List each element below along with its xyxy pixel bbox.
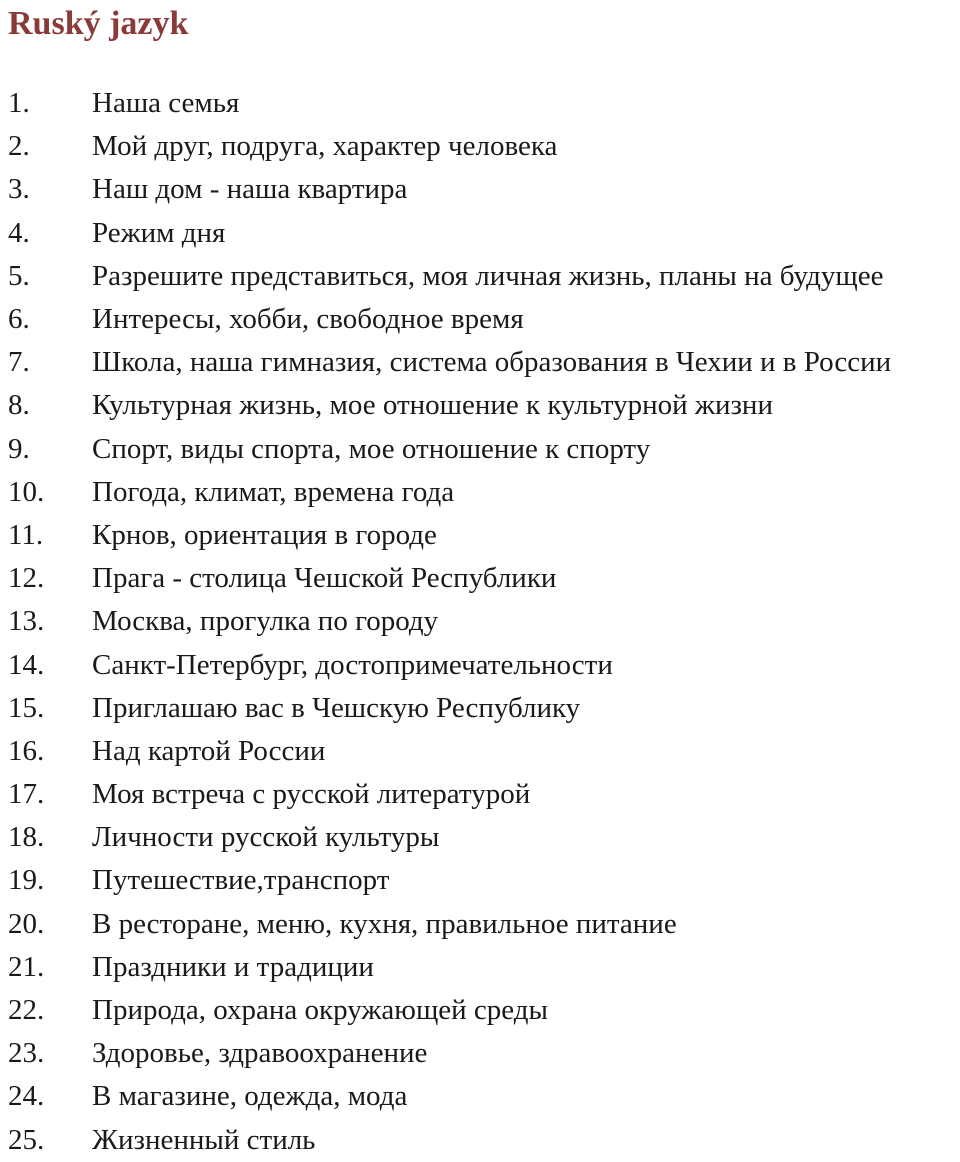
topic-item-25 [0,1119,960,1162]
topic-number: 6. [8,303,30,336]
topic-text: Мой друг, подруга, характер человека [92,130,558,163]
topic-number: 14. [8,648,45,681]
topic-number: 3. [8,173,30,206]
topic-text: Природа, охрана окружающей среды [92,994,549,1027]
topic-item-18 [0,816,960,859]
topic-item-4 [0,212,960,255]
topic-text: Личности русской культуры [92,821,440,854]
topic-number: 19. [8,864,45,897]
topic-item-5 [0,255,960,298]
topic-text: Наша семья [92,87,240,120]
topic-text: Крнов, ориентация в городе [92,518,437,551]
topic-item-2 [0,125,960,168]
topic-number: 11. [8,518,44,551]
topic-text: Путешествие,транспорт [92,864,390,897]
topic-item-6 [0,298,960,341]
topic-item-13 [0,600,960,643]
topic-list [0,82,960,1162]
topic-item-9 [0,428,960,471]
topic-item-7 [0,341,960,384]
topic-text: Моя встреча с русской литературой [92,778,531,811]
topic-item-16 [0,730,960,773]
topic-item-17 [0,773,960,816]
topic-number: 15. [8,691,45,724]
topic-text: В магазине, одежда, мода [92,1080,408,1113]
topic-item-20 [0,903,960,946]
topic-text: Школа, наша гимназия, система образования в Чехии и в России [92,346,892,379]
topic-number: 24. [8,1080,45,1113]
topic-text: Спорт, виды спорта, мое отношение к спорту [92,432,651,465]
topic-number: 21. [8,950,45,983]
topic-item-15 [0,687,960,730]
topic-item-1 [0,82,960,125]
topic-text: В ресторане, меню, кухня, правильное питание [92,907,677,940]
topic-number: 22. [8,994,45,1027]
topic-number: 10. [8,475,45,508]
topic-number: 20. [8,907,45,940]
topic-item-11 [0,514,960,557]
page-title: Ruský jazyk [8,5,189,42]
topic-text: Режим дня [92,216,226,249]
topic-text: Москва, прогулка по городу [92,605,439,638]
topic-item-8 [0,384,960,427]
topic-item-14 [0,643,960,686]
topic-number: 13. [8,605,45,638]
topic-item-12 [0,557,960,600]
topic-text: Наш дом - наша квартира [92,173,408,206]
topic-item-21 [0,946,960,989]
topic-number: 2. [8,130,30,163]
topic-text: Прага - столица Чешской Республики [92,562,557,595]
topic-text: Санкт-Петербург, достопримечательности [92,648,613,681]
topic-text: Праздники и традиции [92,950,374,983]
topic-item-10 [0,471,960,514]
topic-item-3 [0,168,960,211]
topic-number: 12. [8,562,45,595]
topic-text: Приглашаю вас в Чешскую Республику [92,691,581,724]
topic-number: 23. [8,1037,45,1070]
topic-text: Над картой России [92,734,326,767]
topic-text: Разрешите представиться, моя личная жизнь, планы на будущее [92,259,884,292]
topic-item-22 [0,989,960,1032]
topic-number: 18. [8,821,45,854]
topic-number: 25. [8,1123,45,1156]
topic-number: 9. [8,432,30,465]
topic-item-23 [0,1032,960,1075]
topic-number: 17. [8,778,45,811]
topic-item-24 [0,1075,960,1118]
topic-item-19 [0,859,960,902]
topic-text: Здоровье, здравоохранение [92,1037,428,1070]
topic-text: Культурная жизнь, мое отношение к культурной жизни [92,389,773,422]
topic-text: Погода, климат, времена года [92,475,455,508]
topic-number: 7. [8,346,30,379]
topic-number: 5. [8,259,30,292]
topic-number: 4. [8,216,30,249]
topic-text: Интересы, хобби, свободное время [92,303,524,336]
topic-text: Жизненный стиль [92,1123,316,1156]
topic-number: 8. [8,389,30,422]
topic-number: 1. [8,87,30,120]
topic-number: 16. [8,734,45,767]
